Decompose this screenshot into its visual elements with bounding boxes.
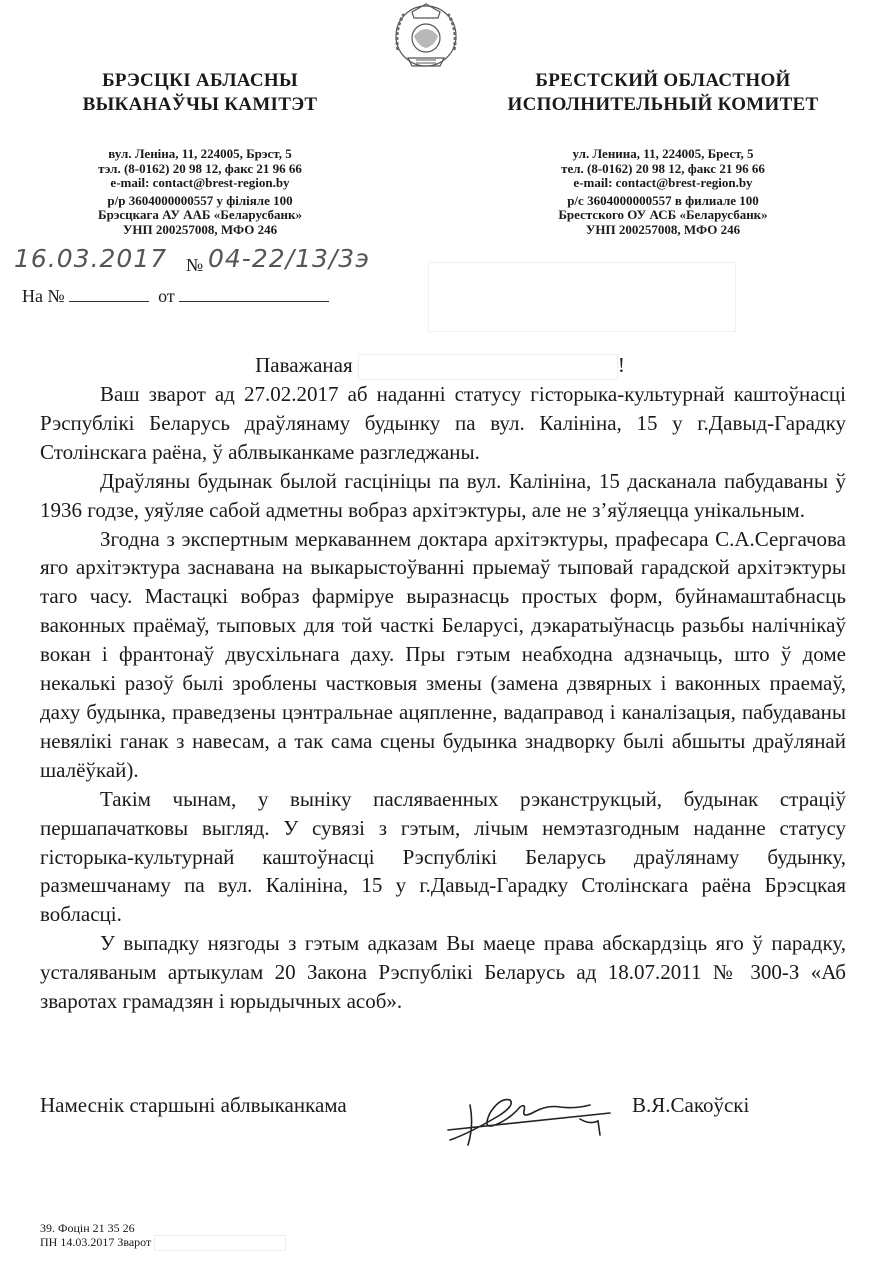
org-ids: УНП 200257008, МФО 246 bbox=[122, 221, 278, 237]
org-name-line2: ВЫКАНАЎЧЫ КАМІТЭТ bbox=[82, 94, 318, 115]
org-ids: УНП 200257008, МФО 246 bbox=[585, 221, 741, 237]
paragraph: Згодна з экспертным меркаваннем доктара архітэктуры, прафесара С.А.Сергачова яго архітэктура заснавана на выкарыстоўванні прыемаў тыповай гарадской архітэктуры таго часу. Мастацкі вобраз фарміруе выразнасць простых форм, буйнамаштабнасць ваконных праёмаў, тыповых для той часткі Беларусі, дэкаратыўнасць разьбы налічнікаў вокан і франтонаў двусхільнага даху. Пры гэтым неабходна адзначыць, што ў доме некалькі разоў былі зроблены частковыя змены (замена дзвярных і ваконных праемаў, даху будынка, праведзены цэнтральнае ацяпленне, вадаправод і каналізацыя, пабудаваны невялікі ганак з навесам, а так сама сцены будынка знадворку былі абшыты драўлянай шалёўкай). bbox=[40, 526, 846, 782]
paragraph: Драўляны будынак былой гасцініцы па вул. Калініна, 15 дасканала пабудаваны ў 1936 годзе, уяўляе сабой адметны вобраз архітэктуры, але не з’яўляецца унікальным. bbox=[40, 468, 846, 522]
executor-info: 39. Фоцін 21 35 26 bbox=[40, 1221, 135, 1235]
org-address: ул. Ленина, 11, 224005, Брест, 5 bbox=[572, 146, 754, 161]
handwritten-date: 16.03.2017 bbox=[14, 244, 168, 273]
reply-reference-line bbox=[22, 286, 329, 307]
org-bank: Брестского ОУ АСБ «Беларусбанк» bbox=[558, 207, 768, 222]
record-label: ПН 14.03.2017 Зварот bbox=[40, 1235, 152, 1249]
reply-number-blank bbox=[69, 287, 149, 302]
handwritten-number: 04-22/13/3э bbox=[208, 244, 370, 273]
org-email: e-mail: contact@brest-region.by bbox=[110, 175, 290, 190]
redacted-record bbox=[154, 1235, 286, 1251]
org-phone: тел. (8-0162) 20 98 12, факс 21 96 66 bbox=[561, 160, 765, 176]
paragraph: Ваш зварот ад 27.02.2017 аб наданні статусу гісторыка-культурнай каштоўнасці Рэспублікі Беларусь драўлянаму будынку па вул. Калініна, 15 у г.Давыд-Гарадку Столінскага раёна, ў аблвыканкаме разгледжаны. bbox=[40, 382, 846, 464]
org-bank: Брэсцкага АУ ААБ «Беларусбанк» bbox=[97, 207, 303, 222]
greeting bbox=[0, 353, 880, 380]
org-address: вул. Леніна, 11, 224005, Брэст, 5 bbox=[108, 146, 292, 161]
reply-date-blank bbox=[179, 287, 329, 302]
redacted-addressee bbox=[428, 262, 736, 332]
number-label: № bbox=[186, 255, 204, 275]
letter-body bbox=[40, 380, 846, 1016]
org-name-line1: БРЕСТСКИЙ ОБЛАСТНОЙ bbox=[535, 70, 791, 91]
header-belarusian bbox=[40, 69, 360, 237]
org-account: р/с 3604000000557 в филиале 100 bbox=[567, 192, 759, 208]
handwritten-signature-icon bbox=[440, 1085, 620, 1155]
redacted-name bbox=[358, 354, 618, 380]
org-name-line2: ИСПОЛНИТЕЛЬНЫЙ КОМИТЕТ bbox=[507, 94, 819, 115]
reply-from-label: от bbox=[158, 286, 175, 306]
record-info bbox=[40, 1235, 286, 1251]
executor-footer bbox=[40, 1221, 286, 1251]
paragraph: У выпадку нязгоды з гэтым адказам Вы маеце права абскардзіць яго ў парадку, усталяваным артыкулам 20 Закона Рэспублікі Беларусь ад 18.07.2011 № 300-З «Аб зваротах грамадзян і юрыдычных асоб». bbox=[40, 931, 846, 1014]
header-russian bbox=[478, 69, 848, 237]
signatory-title: Намеснік старшыні аблвыканкама bbox=[40, 1093, 347, 1117]
greeting-exclamation: ! bbox=[617, 353, 625, 377]
org-email: e-mail: contact@brest-region.by bbox=[573, 175, 753, 190]
org-account: р/р 3604000000557 у філіяле 100 bbox=[107, 192, 293, 208]
paragraph: Такім чынам, у выніку пасляваенных рэканструкцый, будынак страціў першапачатковы выгляд. У сувязі з гэтым, лічым немэтазгодным наданне статусу гісторыка-культурнай каштоўнасці Рэспублікі Беларусь драўлянаму будынку, размешчанаму па вул. Калініна, 15 у г.Давыд-Гарадку Столінскага раёна Брэсцкая вобласці. bbox=[40, 786, 846, 927]
org-phone: тэл. (8-0162) 20 98 12, факс 21 96 66 bbox=[98, 160, 302, 176]
reply-number-label: На № bbox=[22, 286, 65, 306]
signatory-name: В.Я.Сакоўскі bbox=[632, 1093, 750, 1117]
org-name-line1: БРЭСЦКІ АБЛАСНЫ bbox=[102, 70, 298, 91]
state-emblem-icon bbox=[388, 0, 464, 76]
greeting-word: Паважаная bbox=[255, 353, 353, 377]
